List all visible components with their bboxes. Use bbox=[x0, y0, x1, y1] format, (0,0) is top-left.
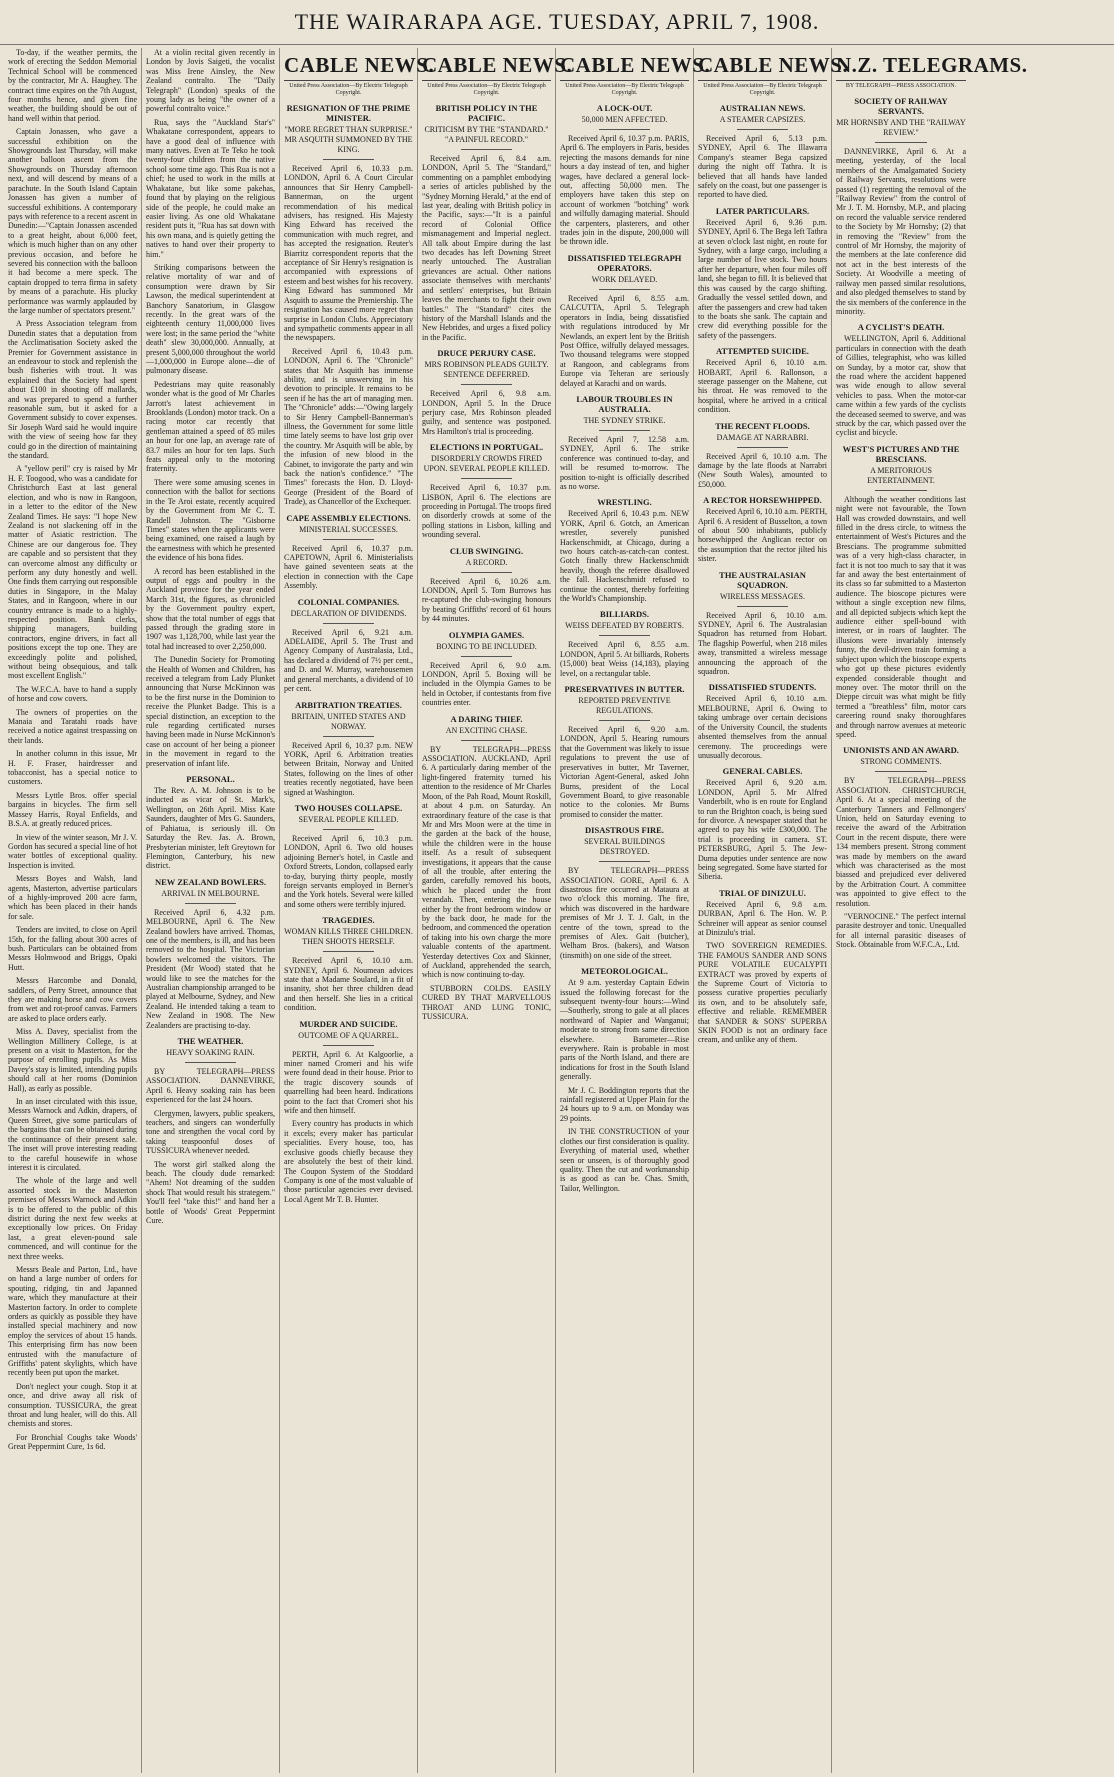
article bbox=[422, 714, 551, 980]
article-headline: METEOROLOGICAL. bbox=[581, 966, 668, 977]
article-headline: ATTEMPTED SUICIDE. bbox=[716, 346, 809, 357]
divider bbox=[185, 1062, 237, 1063]
columns-container bbox=[4, 48, 1110, 1773]
article bbox=[698, 570, 827, 677]
article bbox=[8, 1027, 137, 1093]
article-body: Although the weather conditions last night were not favourable, the Town Hall was crowded downstairs, and well filled in the dress circle, to witness the entertainment of West's Pictures and the Brescians. The programme submitted was of a very high-class character, in fact it is not too much to say that it was far and away the best entertainment of its class so far submitted to a Masterton audience. The bioscope pictures were without a single exception new films, and all depicted subjects which kept the audience either spell-bound with interest, or in roars of laughter. The illusions were invariably intensely funny, the devil-driven train forming a subject upon which the bioscope experts who got up these pictures evidently expended considerable thought and money over. The motor thrill on the Dieppe circuit was what might be fitly termed a "breathless" film, motor cars careering round snaky thoroughfares and through narrow avenues at meteoric speed. bbox=[836, 494, 966, 739]
article bbox=[8, 1382, 137, 1429]
article bbox=[8, 1433, 137, 1452]
article-body: Received April 6, 9.0 a.m. LONDON, April 5. Boxing will be included in the Olympia Games to be held in October, if contestants from five countries enter. bbox=[422, 660, 551, 708]
article bbox=[8, 464, 137, 680]
article-body: In view of the winter season, Mr J. V. Gordon has secured a special line of hot water bottles of exceptional quality. Inspection is invited. bbox=[8, 832, 137, 870]
article bbox=[146, 263, 275, 376]
divider bbox=[599, 129, 651, 130]
article bbox=[8, 48, 137, 123]
article bbox=[422, 630, 551, 708]
column-credit: BY TELEGRAPH—PRESS ASSOCIATION. bbox=[845, 83, 957, 89]
article-subheadline: HEAVY SOAKING RAIN. bbox=[166, 1048, 255, 1057]
article-body: Received April 7, 12.58 a.m. SYDNEY, April 6. The strike conference was continued to-day, and will be resumed to-morrow. The position to-night is officially described as no worse. bbox=[560, 434, 689, 491]
article-headline: PERSONAL. bbox=[186, 774, 235, 785]
article-headline: UNIONISTS AND AN AWARD. bbox=[843, 745, 959, 756]
article bbox=[146, 567, 275, 652]
article-headline: BRITISH POLICY IN THE PACIFIC. bbox=[435, 103, 538, 123]
article-body: Received April 6, 10.43 p.m. NEW YORK, April 6. Gotch, an American wrestler, severely punished Hackenschmidt, at Chicago, during a two hours catch-as-catch-can contest. Gotch finally threw Hackenschmidt heavily, though the referee disallowed the fall. Hackenschmidt refused to continue the contest, thereby forfeiting the World's Championship. bbox=[560, 509, 689, 604]
article-headline: DISSATISFIED TELEGRAPH OPERATORS. bbox=[567, 252, 682, 273]
article bbox=[836, 745, 966, 908]
article-body: A Press Association telegram from Dunedin states that a deputation from the Acclimatisation Society asked the Premier for Government assistance in an endeavour to stock and replenish the bush fisheries with trout. It was explained that the Society had spent about £100 in shooting off mallards, and was prepared to spend a further reasonable sum, but it asked for a Government subsidy to cover expenses. Sir Joseph Ward said he would inquire with the view of seeing how far they could go in the direction of maintaining the standard. bbox=[8, 319, 137, 461]
article-body: Received April 6, 10.33 p.m. LONDON, April 6. A Court Circular announces that Sir Henry Campbell-Bannerman, on the urgent recommendation of his medical advisers, has resigned. His Majesty King Edward has received the communication with much regret, and has accepted the resignation. Reuter's Biarritz correspondent reports that the acceptance of Sir Henry's resignation is accompanied with expressions of esteem and best wishes for his recovery. King Edward has summoned Mr Asquith to assume the Premiership. The resignation has caused more regret than surprise in London Clubs. Appreciatory and sympathetic comments appear in all the newspapers. bbox=[284, 164, 413, 343]
article-body: Messrs Lyttle Bros. offer special bargains in bicycles. The firm sell Massey Harris, Royal Enfields, and B.S.A. at greatly reduced prices. bbox=[8, 790, 137, 829]
article bbox=[8, 833, 137, 871]
article-body: Received April 6, 10.37 p.m. LISBON, April 6. The elections are proceeding in Portugal. The troops fired on disorderly crowds at some of the polling stations in Lisbon, killing and wounding several. bbox=[422, 483, 551, 540]
article-body: DANNEVIRKE, April 6. At a meeting, yesterday, of the local members of the Amalgamated Society of Railway Servants, resolutions were passed (1) regretting the removal of the "Railway Review" from the control of Mr J. T. M. Hornsby, M.P., and placing on record the valuable service rendered to the Society by Mr Hornsby; (2) that in removing the "Review" from the control of Mr Hornsby, the majority of the members at the late conference did not act in the best interests of the Society. At Woodville a meeting of railway men passed similar resolutions, and also pledged themselves to stand by the six members of the conference in the minority. bbox=[836, 147, 966, 316]
article-body: BY TELEGRAPH—PRESS ASSOCIATION. DANNEVIRKE, April 6. Heavy soaking rain has been experienced for the last 24 hours. bbox=[146, 1067, 275, 1105]
divider bbox=[323, 159, 375, 160]
article bbox=[284, 803, 413, 909]
article-body: WELLINGTON, April 6. Additional particulars in connection with the death of Gillies, telegraphist, who was killed on Sunday, by a motor car, show that the road where the accident happened was wide enough to allow several vehicles to pass. When the motor-car came within a few yards of the cyclists the deceased seemed to swerve, and was struck by the car, which passed over the cyclist and bicycle. bbox=[836, 334, 966, 438]
column-heading: CABLE NEWS. bbox=[284, 52, 413, 81]
article-body: The worst girl stalked along the beach. The cloudy dude remarked: "Ahem! Not dreaming of the sudden shock That would result his strategem." You'll feel "take this!" and hand her a bottle of Woods' Great Peppermint Cure. bbox=[146, 1159, 275, 1226]
article-headline: CLUB SWINGING. bbox=[449, 545, 524, 556]
article bbox=[560, 497, 689, 603]
article bbox=[836, 322, 966, 437]
article-body: BY TELEGRAPH—PRESS ASSOCIATION. GORE, April 6. A disastrous fire occurred at Mataura at two o'clock this morning. The fire, which was discovered in the hardware premises of Mr J. T. J. Galt, in the centre of the town, spread to the premises of Alex. Gait (butcher), Welham Bros. (bakers), and Watson (tinsmith) on one side of the street. bbox=[560, 866, 689, 960]
article-headline: DRUCE PERJURY CASE. bbox=[437, 348, 536, 359]
column-4 bbox=[418, 48, 573, 1773]
article-headline: BILLIARDS. bbox=[600, 609, 649, 620]
article-body: Received April 6, 10.26 a.m. LONDON, April 5. Tom Burrows has re-captured the club-swinging honours by beating Griffiths' record of 61 hours by 44 minutes. bbox=[422, 576, 551, 624]
article bbox=[8, 976, 137, 1023]
article bbox=[8, 749, 137, 787]
article bbox=[8, 874, 137, 921]
article-body: The Rev. A. M. Johnson is to be inducted as vicar of St. Mark's, Wellington, on 26th April. Miss Kate Saunders, daughter of Mrs G. Saunders, of Pahiatua, is seriously ill. On Saturday the Rev. Jas. A. Brown, Presbyterian minister, left Greytown for Flemington, Canterbury, his new district. bbox=[146, 786, 275, 871]
column-1 bbox=[4, 48, 142, 1773]
article-headline: THE WEATHER. bbox=[177, 1036, 244, 1046]
article-headline: A CYCLIST'S DEATH. bbox=[857, 322, 945, 333]
article bbox=[698, 421, 827, 490]
article-subheadline: BRITAIN, UNITED STATES AND NORWAY. bbox=[291, 711, 406, 731]
divider bbox=[737, 447, 789, 448]
article bbox=[8, 1265, 137, 1378]
article-body: In an inset circulated with this issue, Messrs Warnock and Adkin, drapers, of Queen Street, give some particulars of the bargains that can be obtained during the continuance of their present sale. The inset will prove interesting reading to the careful housewife in whose interest it is circulated. bbox=[8, 1097, 137, 1172]
article-body: Received April 6, 10.10 a.m. MELBOURNE, April 6. Owing to taking umbrage over certain decisions of the University Council, the students absented themselves from the annual ceremony. The proceedings were unusually decorous. bbox=[698, 694, 827, 760]
article-body: STUBBORN COLDS. EASILY CURED BY THAT MARVELLOUS THROAT AND LUNG TONIC, TUSSICURA. bbox=[422, 983, 551, 1022]
article-body: Received April 6, 9.21 a.m. ADELAIDE, April 5. The Trust and Agency Company of Australasia, Ltd., has declared a dividend of 7½ per cent., and D. and W. Murray, warehousemen and general merchants, a dividend of 10 per cent. bbox=[284, 627, 413, 694]
article-headline: THE RECENT FLOODS. bbox=[715, 420, 810, 431]
article-headline: LABOUR TROUBLES IN AUSTRALIA. bbox=[576, 393, 673, 414]
article-body: BY TELEGRAPH—PRESS ASSOCIATION. CHRISTCHURCH, April 6. At a special meeting of the Canterbury Tanners and Fellmongers' Union, held on Saturday evening to receive the award of the Arbitration Court in the recent dispute, there were 134 members present. Strong comment was made by members on the award which was characterised as the most biassed and prejudiced ever delivered by the Arbitration Court. A committee was appointed to give effect to the resolution. bbox=[836, 776, 966, 908]
article-headline: A LOCK-OUT. bbox=[596, 103, 653, 113]
article-headline: AUSTRALIAN NEWS. bbox=[719, 103, 806, 113]
column-7 bbox=[832, 48, 1028, 1773]
article-body: Received April 6, 10.10 a.m. The damage by the late floods at Narrabri (New South Wales), amounted to £50,000. bbox=[698, 451, 827, 489]
article-body: PERTH, April 6. At Kalgoorlie, a miner named Cromeri and his wife were found dead in their house. Prior to the tragic discovery sounds of quarrelling had been heard. Indications point to the fact that Cromeri shot his wife and then himself. bbox=[284, 1049, 413, 1116]
article bbox=[698, 346, 827, 414]
article bbox=[284, 1019, 413, 1116]
column-5 bbox=[556, 48, 711, 1773]
article-body: Received April 6, 8.55 a.m. LONDON, April 5. At billiards, Roberts (15,000) beat Weiss (14,183), playing level, on a rectangular table. bbox=[560, 640, 689, 678]
article bbox=[284, 347, 413, 507]
article-body: The whole of the large and well assorted stock in the Masterton premises of Messrs Warnock and Adkin is to be offered to the public of this district during the next few weeks at exceptionally low prices. On Friday last, a great eleven-pound sale commenced, and will continue for the next three weeks. bbox=[8, 1176, 137, 1261]
article-headline: NEW ZEALAND BOWLERS. bbox=[154, 876, 267, 887]
article-body: A "yellow peril" cry is raised by Mr H. F. Toogood, who was a candidate for Christchurch East at last general election, and who is now in Rangoon, in a letter to the editor of the New Zealand Times. He says: "I hope New Zealand is not slackening off in the matter of Asiatic restriction. The Chinese are our dangerous foe. They are capable and so persistent that they can overcome almost any difficulty or perform any duty honestly and well. One finds them carrying out responsible duties in Singapore, in the Malay States, and in Rangoon, where in our country entrance is made to a highly-respected position. Bank clerks, shipping managers, building contractors, engine drivers, in fact all positions except the top one. They are exceedingly polite and polished, without being obsequious, and talk most excellent English." bbox=[8, 464, 137, 681]
article bbox=[284, 1119, 413, 1204]
article bbox=[698, 682, 827, 760]
article-body: Captain Jonassen, who gave a successful exhibition on the Showgrounds last Thursday, will make another balloon ascent from the Showgrounds on Thursday afternoon next, and will descend by means of a parachute. In the South Island Captain Jonassen has given a number of successful exhibitions. A contemporary pays with reference to a recent ascent in Dunedin:—"Captain Jonassen ascended to a great height, about 6,000 feet, which is much higher than on any other previous occasion, and before he severed his connection with the balloon it had become a mere speck. The captain dropped to terra firma in safety by means of a parachute. His plucky performance was warmly applauded by the large number of spectators present." bbox=[8, 127, 137, 315]
article bbox=[560, 394, 689, 491]
column-heading: CABLE NEWS. bbox=[560, 52, 689, 81]
article-body: Received April 6, 10.3 p.m. LONDON, April 6. Two old houses adjoining Berner's hotel, in Castle and Oxford Streets, London, collapsed early to-day, burying thirty people, mostly foreign servants employed in Berner's and the York hotels. Several were killed and some others were terribly injured. bbox=[284, 833, 413, 909]
article-body: Messrs Beale and Parton, Ltd., have on hand a large number of orders for spouting, ridging, tin and Japanned ware, which they manufacture at their Masterton factory. In order to complete orders as quickly as possible they have installed special machinery and now employ the services of about 15 hands. This enterprising firm has now been entrusted with the manufacture of Griffiths' patent skylights, which have recently been put upon the market. bbox=[8, 1264, 137, 1378]
article bbox=[698, 103, 827, 200]
column-6 bbox=[694, 48, 849, 1773]
divider bbox=[323, 736, 375, 737]
article-body: Received April 6, 9.8 a.m. LONDON, April 5. In the Druce perjury case, Mrs Robinson pleaded guilty, and sentence was postponed. Mrs Hamilton's trial is proceeding. bbox=[422, 389, 551, 436]
article-subheadline: SEVERAL PEOPLE KILLED. bbox=[298, 814, 399, 824]
article-body: Miss A. Davey, specialist from the Wellington Millinery College, is at present on a visit to Masterton, for the purpose of enrolling pupils. As Miss Davey's stay is limited, intending pupils should call at her rooms (Dominion Hall), as early as possible. bbox=[8, 1027, 137, 1093]
article-body: There were some amusing scenes in connection with the ballot for sections in the Te Aroi estate, recently acquired by the Government from Mr C. T. Randell Johnston. The "Gisborne Times" states when the applicants were being examined, one raised a laugh by the earnestness with which he presented the evidence of his bona fides. bbox=[146, 477, 275, 563]
article bbox=[836, 96, 966, 316]
article-body: Every country has products in which it excels; every maker has particular specialities. Every house, too, has exclusive goods chiefly because they are absolutely the best of their kind. The Coupon System of the Stoddard Company is one of the most valuable of those particular agencies ever devised. Local Agent Mr T. B. Hunter. bbox=[284, 1119, 413, 1204]
article-body: The Dunedin Society for Promoting the Health of Women and Children, has received a telegram from Lady Plunket announcing that Nurse McKinnon was to be the first nurse in the Dominion to receive the Plunket Badge. This is a special distinction, an exception to the rule regarding certificated nurses having been made in Nurse McKinnon's case on account of her being a pioneer in the movement in regard to the preservation of infant life. bbox=[146, 655, 275, 768]
article bbox=[698, 206, 827, 340]
article-headline: TRAGEDIES. bbox=[322, 915, 375, 926]
article bbox=[146, 877, 275, 1030]
article bbox=[8, 925, 137, 972]
article-body: At a violin recital given recently in London by Jovis Saigeti, the vocalist was Miss Irene Ainsley, the New Zealand contralto. The "Daily Telegraph" (London) speaks of the young lady as being "the owner of a powerful contralto voice." bbox=[146, 48, 275, 114]
article-headline: A RECTOR HORSEWHIPPED. bbox=[703, 495, 822, 506]
article bbox=[560, 966, 689, 1081]
article bbox=[8, 127, 137, 315]
article-subheadline: DECLARATION OF DIVIDENDS. bbox=[290, 608, 407, 618]
article-body: Received April 6, 9.20 a.m. LONDON, April 5. Hearing rumours that the Government was likely to issue regulations to prevent the use of preservatives in butter, Mr Taverner, Victorian Agent-General, asked John Burns, president of the Local Government Board, to give reasonable notice to the colonies. Mr Burns promised to consider the matter. bbox=[560, 725, 689, 819]
article-subheadline: STRONG COMMENTS. bbox=[860, 757, 942, 767]
article bbox=[422, 546, 551, 624]
article bbox=[146, 48, 275, 114]
divider bbox=[737, 606, 789, 607]
article-body: Received April 6, 8.4 a.m. LONDON, April 5. The "Standard," commenting on a pamphlet embodying a series of articles published by the "Sydney Morning Herald," at the end of last year, dealing with British policy in the Pacific, says:—"It is a painful record of Colonial Office mismanagement and Imperial neglect. All talk about Empire during the last two decades has left Downing Street nearly untouched. The Australian grievances are actual. Other nations associate themselves with merchants' and settlers' enterprises, but Britain leaves the merchants to fight their own battles." The "Standard" cites the history of the Marshall Islands and the New Hebrides, and urges a fixed policy in the Pacific. bbox=[422, 154, 551, 342]
article-body: Pedestrians may quite reasonably wonder what is the good of Mr Charles Jarrott's latest achievement in Brooklands (London) motor track. On a racing motor car recently that gentleman attained a speed of 85 miles an hour for one lap, an average rate of 83.7 miles an hour for ten laps. Such feats appeal only to the motoring fraternity. bbox=[146, 379, 275, 474]
article bbox=[8, 685, 137, 704]
article bbox=[698, 766, 827, 881]
divider bbox=[599, 635, 651, 636]
divider bbox=[461, 149, 513, 150]
article-headline: LATER PARTICULARS. bbox=[715, 205, 810, 216]
article-headline: PRESERVATIVES IN BUTTER. bbox=[564, 684, 685, 695]
article-subheadline: WEISS DEFEATED BY ROBERTS. bbox=[565, 621, 684, 631]
divider bbox=[461, 478, 513, 479]
article bbox=[146, 380, 275, 474]
article-headline: DISASTROUS FIRE. bbox=[585, 825, 664, 836]
article-body: Received April 6, 5.13 p.m. SYDNEY, April 6. The Illawarra Company's steamer Bega capsized during the night off Tathra. It is believed that all hands have landed safely on the coast, but one passenger is reported to have died. bbox=[698, 134, 827, 200]
article bbox=[560, 684, 689, 819]
article-subheadline: WOMAN KILLS THREE CHILDREN. THEN SHOOTS HERSELF. bbox=[284, 927, 413, 947]
article-body: Received April 6, 9.8 a.m. DURBAN, April 6. The Hon. W. P. Schreiner will appear as senior counsel at Dinizulu's trial. bbox=[698, 899, 827, 937]
article bbox=[836, 912, 966, 950]
article-subheadline: WORK DELAYED. bbox=[591, 274, 658, 284]
article bbox=[560, 1086, 689, 1124]
article bbox=[422, 348, 551, 436]
divider bbox=[323, 623, 375, 624]
divider bbox=[599, 430, 651, 431]
article-body: Received April 6, 9.36 p.m. SYDNEY, April 6. The Bega left Tathra at seven o'clock last night, en route for Sydney, with a large cargo, including a large number of live stock. Two hours after her departure, when four miles off land, she began to fill. It is believed that this was caused by the cargo shifting. Gradually the vessel settled down, and after the passengers and crew had taken to the boats she sank. The captain and crew did everything possible for the safety of the passengers. bbox=[698, 217, 827, 340]
article bbox=[8, 319, 137, 460]
article-body: Tenders are invited, to close on April 15th, for the falling about 300 acres of bush. Particulars can be obtained from Messrs Holmwood and Briggs, Opaki Hutt. bbox=[8, 925, 137, 972]
article-subheadline: WIRELESS MESSAGES. bbox=[720, 591, 805, 601]
article-body: Messrs Harcombe and Donald, saddlers, of Perry Street, announce that they are making horse and cow covers from wet and rot-proof canvas. Farmers are asked to place orders early. bbox=[8, 976, 137, 1023]
article-headline: WRESTLING. bbox=[597, 497, 652, 508]
article-headline: CAPE ASSEMBLY ELECTIONS. bbox=[286, 512, 411, 523]
article-headline: TWO HOUSES COLLAPSE. bbox=[294, 802, 403, 813]
article bbox=[146, 118, 275, 259]
article-subheadline: THE SYDNEY STRIKE. bbox=[583, 415, 666, 425]
article bbox=[146, 1109, 275, 1156]
article bbox=[146, 774, 275, 871]
column-heading: CABLE NEWS. bbox=[422, 52, 551, 81]
article bbox=[8, 1176, 137, 1261]
article-headline: COLONIAL COMPANIES. bbox=[297, 596, 400, 607]
article bbox=[560, 825, 689, 960]
article-subheadline: 50,000 MEN AFFECTED. bbox=[581, 115, 668, 124]
column-heading: CABLE NEWS. bbox=[698, 52, 827, 81]
article-body: At 9 a.m. yesterday Captain Edwin issued the following forecast for the subsequent twenty-four hours:—Wind—Southerly, strong to gale at all places northward of Napier and Wanganui; moderate to strong from same direction elsewhere. Barometer—Rise everywhere. Rain is probable in most parts of the North Island, and there are indications for frost in the South Island generally. bbox=[560, 978, 689, 1082]
article bbox=[8, 791, 137, 829]
article-body: Clergymen, lawyers, public speakers, teachers, and singers can wonderfully tone and strengthen the vocal cord by taking teaspoonful doses of TUSSICURA whenever needed. bbox=[146, 1108, 275, 1156]
divider bbox=[737, 129, 789, 130]
column-2 bbox=[142, 48, 280, 1773]
article-subheadline: DISORDERLY CROWDS FIRED UPON. SEVERAL PEOPLE KILLED. bbox=[423, 454, 550, 474]
article bbox=[146, 1036, 275, 1105]
article-body: Don't neglect your cough. Stop it at once, and drive away all risk of consumption. TUSSICURA, the great throat and lung healer, will do this. All chemists and stores. bbox=[8, 1381, 137, 1429]
article-subheadline: OUTCOME OF A QUARREL. bbox=[298, 1030, 399, 1040]
article bbox=[560, 1127, 689, 1193]
article-body: Mr J. C. Boddington reports that the rainfall registered at Upper Plain for the 24 hours up to 9 a.m. on Monday was 29 points. bbox=[560, 1085, 689, 1123]
article-subheadline: MINISTERIAL SUCCESSES. bbox=[299, 524, 398, 534]
column-credit: United Press Association—By Electric Telegraph Copyright. bbox=[703, 83, 822, 96]
divider bbox=[185, 903, 237, 904]
article-headline: DISSATISFIED STUDENTS. bbox=[708, 682, 817, 693]
article bbox=[560, 609, 689, 678]
article-body: BY TELEGRAPH—PRESS ASSOCIATION. AUCKLAND, April 6. A particularly daring member of the light-fingered fraternity turned his attention to the residence of Mr Charles Moon, of the Pah Road, Mount Roskill, at about 4 p.m. on Saturday. An extraordinary feature of the case is that Mr and Mrs Moon were at the time in the garden at the back of the house, while the children were in the house itself. As a result of subsequent investigations, it appears that the cause of all the trouble, after entering the garden, carefully removed his boots, which he placed under the front verandah. Then, entering the house either by the front bedroom window or by the back door, he made for the bedroom, and commenced the operation of taking into his own charge the more valuable contents of the apartment. Yesterday detectives Cox and Skinner, of Auckland, apprehended the search, which is now continuing to-day. bbox=[422, 744, 551, 980]
divider bbox=[323, 539, 375, 540]
article bbox=[146, 655, 275, 768]
article-headline: THE AUSTRALASIAN SQUADRON. bbox=[719, 569, 806, 590]
article bbox=[698, 495, 827, 563]
article-body: Received April 6, 9.20 a.m. LONDON, April 5. Mr Alfred Vanderbilt, who is en route for England to run the Brighton coach, is being sued for divorce. A newspaper stated that he agreed to pay his wife £300,000. The trial is proceeding in camera. ST. PETERSBURG, April 5. The Jew-Duma deputies under sentence are now being segregated. Some have started for Siberia. bbox=[698, 778, 827, 882]
divider bbox=[875, 142, 927, 143]
divider bbox=[599, 720, 651, 721]
article-headline: TRIAL OF DINIZULU. bbox=[719, 887, 806, 898]
masthead: THE WAIRARAPA AGE. TUESDAY, APRIL 7, 1908. bbox=[0, 0, 1114, 45]
column-3 bbox=[280, 48, 435, 1773]
article-subheadline: SEVERAL BUILDINGS DESTROYED. bbox=[584, 837, 665, 857]
article-headline: SOCIETY OF RAILWAY SERVANTS. bbox=[854, 96, 948, 116]
article-body: Received April 6, 10.37 p.m. PARIS, April 6. The employers in Paris, besides rejecting the masons demands for nine hours a day instead of ten, and higher wages, have declared a general lock-out, affecting 50,000 men. The employers have taken this step on account of workmen "botching" work and wilfully damaging material. Should the carpenters, plasterers, and other trades join in the dispute, 200,000 will be thrown idle. bbox=[560, 134, 689, 247]
article-body: Received April 6, 10.43 p.m. LONDON, April 6. The "Chronicle" states that Mr Asquith has immense ability, and is unswerving in his devotion to principle. It remains to be seen if he has the art of managing men. The "Chronicle" adds:—"Owing largely to Sir Henry Campbell-Bannerman's illness, the Government for some little time lately seems to have lost grip over the country. Mr Asquith will be able, by the infusion of new blood in the Cabinet, to invigorate the party and win back the nation's confidence." "The Times" forecasts the Hon. D. Lloyd-George (President of the Board of Trade), as Chancellor of the Exchequer. bbox=[284, 346, 413, 507]
article-body: IN THE CONSTRUCTION of your clothes our first consideration is quality. Everything of material used, whether seen or unseen, is of thoroughly good quality. Then the cut and workmanship is as good as can be. Chas. Smith, Tailor, Wellington. bbox=[560, 1127, 689, 1193]
divider bbox=[323, 1045, 375, 1046]
article bbox=[836, 444, 966, 740]
divider bbox=[599, 861, 651, 862]
divider bbox=[875, 771, 927, 772]
article-headline: ELECTIONS IN PORTUGAL. bbox=[429, 442, 544, 453]
article-headline: GENERAL CABLES. bbox=[722, 766, 803, 777]
article-headline: A DARING THIEF. bbox=[450, 713, 523, 724]
article-body: Striking comparisons between the relative mortality of war and of consumption were drawn by Sir Lawson, the medical superintendent at Banchory Sanatorium, in Glasgow recently. In the great wars of the eighteenth century 11,000,000 lives were lost; in the same period the "white death" slew 30,000,000. Annually, at present 5,000,000 throughout the world—1,000,000 in Europe alone—die of pulmonary disease. bbox=[146, 262, 275, 376]
article-subheadline: CRITICISM BY THE "STANDARD." "A PAINFUL RECORD." bbox=[424, 125, 549, 144]
article bbox=[422, 103, 551, 342]
article-subheadline: "MORE REGRET THAN SURPRISE." MR ASQUITH SUMMONED BY THE KING. bbox=[284, 125, 413, 154]
article-body: Received April 6, 10.37 p.m. NEW YORK, April 6. Arbitration treaties between Britain, Norway and United States, following on the lines of other treaties recently negotiated, have been signed at Washington. bbox=[284, 740, 413, 797]
divider bbox=[875, 490, 927, 491]
article-body: Received April 6, 4.32 p.m. MELBOURNE, April 6. The New Zealand bowlers have arrived. Thomas, one of the members, is ill, and has been removed to the hospital. The Victorian bowlers welcomed the visitors. The President (Mr Wood) stated that he would like to see the matches for the Australian championship arranged to be played at Melbourne, Sydney, and New Zealand. He intended taking a team to New Zealand in 1908. The New Zealanders are practising to-day. bbox=[146, 907, 275, 1030]
article-body: Received April 6, 10.10 a.m. PERTH, April 6. A resident of Busselton, a town of about 500 inhabitants, publicly horsewhipped the Anglican rector on the assumption that the rector jilted his sister. bbox=[698, 507, 827, 564]
article-body: To-day, if the weather permits, the work of erecting the Seddon Memorial Technical School will be commenced by the contractor, Mr A. Haughey. The contract time expires on the 7th August, four months hence, and given fine weather, the building should be out of hand well within that period. bbox=[8, 48, 137, 123]
article bbox=[8, 1097, 137, 1172]
article-headline: OLYMPIA GAMES. bbox=[448, 629, 525, 640]
article-headline: ARBITRATION TREATIES. bbox=[295, 699, 402, 710]
divider bbox=[323, 951, 375, 952]
article bbox=[560, 103, 689, 247]
column-credit: United Press Association—By Electric Telegraph Copyright. bbox=[565, 83, 684, 96]
article-body: The W.F.C.A. have to hand a supply of horse and cow covers. bbox=[8, 684, 137, 704]
article-body: The owners of properties on the Manaia and Taratahi roads have received a notice against trespassing on their lands. bbox=[8, 707, 137, 745]
article-headline: RESIGNATION OF THE PRIME MINISTER. bbox=[286, 103, 411, 123]
article-body: Received April 6, 10.10 a.m. HOBART, April 6. Rallonson, a steerage passenger on the Mahene, cut his throat. He was removed to the hospital, where he arrived in a critical condition. bbox=[698, 358, 827, 415]
article-headline: MURDER AND SUICIDE. bbox=[299, 1018, 398, 1029]
column-credit: United Press Association—By Electric Telegraph Copyright. bbox=[289, 83, 408, 96]
article-subheadline: MR HORNSBY AND THE "RAILWAY REVIEW." bbox=[836, 118, 966, 137]
article-subheadline: A STEAMER CAPSIZES. bbox=[719, 115, 806, 124]
divider bbox=[461, 656, 513, 657]
column-credit: United Press Association—By Electric Telegraph Copyright. bbox=[427, 83, 546, 96]
article-body: A record has been established in the output of eggs and poultry in the Auckland province for the year ended March 31st, the figures, as chronicled by the Government poultry expert, show that the total number of eggs that passed through the grading store in 1907 was 1,128,700, while last year the total had increased to over 2,250,000. bbox=[146, 566, 275, 651]
article-body: For Bronchial Coughs take Woods' Great Peppermint Cure, 1s 6d. bbox=[8, 1432, 137, 1452]
article-subheadline: DAMAGE AT NARRABRI. bbox=[716, 432, 809, 442]
divider bbox=[461, 740, 513, 741]
article bbox=[146, 478, 275, 563]
article-body: Received April 6, 8.55 a.m. CALCUTTA, April 5. Telegraph operators in India, being dissatisfied with regulations introduced by Mr Newlands, an expert lent by the British Post Office, wilfully delayed messages. Two thousand telegrams were stopped at Rangoon, and cablegrams from Europe via Teheran are seriously delayed at Karachi and on wards. bbox=[560, 293, 689, 388]
article-body: Received April 6, 10.10 a.m. SYDNEY, April 6. The Australasian Squadron has returned from Hobart. The flagship Powerful, when 218 miles away, transmitted a wireless message announcing the approach of the squadron. bbox=[698, 610, 827, 677]
article bbox=[146, 1160, 275, 1226]
divider bbox=[461, 572, 513, 573]
article-body: Received April 6, 10.37 p.m. CAPETOWN, April 6. Ministerialists have gained seventeen seats at the election in connection with the Cape Assembly. bbox=[284, 543, 413, 591]
article-body: "VERNOCINE." The perfect internal parasite destroyer and tonic. Unequalled for all internal parasitic diseases of Stock. Obtainable from W.F.C.A., Ltd. bbox=[836, 912, 966, 950]
article-body: Rua, says the "Auckland Star's" Whakatane correspondent, appears to have a good deal of influence with many natives. Even at Te Teko he took twenty-four children from the native school some time ago. This Rua is not a chief; he used to work in the mills at Whakatane, but like some pakehas, found that by playing on the religious side of the people, he could make an easier living. As one old Whakatane resident puts it, "Rua has sat down with his own mana, and is quietly getting the natives to hand over their property to him." bbox=[146, 117, 275, 259]
article bbox=[698, 888, 827, 938]
divider bbox=[599, 289, 651, 290]
article-subheadline: REPORTED PREVENTIVE REGULATIONS. bbox=[578, 696, 671, 716]
article bbox=[8, 708, 137, 746]
article-subheadline: AN EXCITING CHASE. bbox=[445, 725, 528, 735]
article-subheadline: A MERITORIOUS ENTERTAINMENT. bbox=[867, 465, 935, 485]
article bbox=[284, 103, 413, 343]
article-subheadline: BOXING TO BE INCLUDED. bbox=[436, 641, 537, 651]
column-heading: N.Z. TELEGRAMS. bbox=[836, 52, 966, 81]
divider bbox=[461, 384, 513, 385]
article bbox=[284, 700, 413, 797]
article bbox=[560, 253, 689, 388]
article-body: Messrs Boyes and Walsh, land agents, Masterton, advertise particulars of a highly-improved 200 acre farm, which has been placed in their hands for sale. bbox=[8, 874, 137, 921]
article-body: In another column in this issue, Mr H. F. Fraser, hairdresser and tobacconist, has a special notice to customers. bbox=[8, 749, 137, 787]
article bbox=[284, 915, 413, 1012]
article bbox=[698, 941, 827, 1044]
article-subheadline: ARRIVAL IN MELBOURNE. bbox=[161, 888, 260, 898]
divider bbox=[323, 829, 375, 830]
article-subheadline: A RECORD. bbox=[465, 557, 508, 567]
article-subheadline: MRS ROBINSON PLEADS GUILTY. SENTENCE DEFERRED. bbox=[424, 360, 549, 380]
article bbox=[284, 597, 413, 694]
article bbox=[422, 442, 551, 539]
article bbox=[284, 513, 413, 591]
article bbox=[422, 984, 551, 1022]
article-body: TWO SOVEREIGN REMEDIES. THE FAMOUS SANDER AND SONS PURE VOLATILE EUCALYPTI EXTRACT was proved by experts of the Supreme Court of Victoria to possess curative properties peculiarly its own, and to be absolutely safe, effective and reliable. REMEMBER that SANDER & SONS' SUPERBA SKIN FOOD is not an ordinary face cream, and unlike any of them. bbox=[698, 941, 827, 1045]
article-headline: WEST'S PICTURES AND THE BRESCIANS. bbox=[842, 443, 960, 464]
article-body: Received April 6, 10.10 a.m. SYDNEY, April 6. Noumean advices state that a Madame Soulard, in a fit of insanity, shot her three children dead and then herself. She lies in a critical condition. bbox=[284, 956, 413, 1013]
